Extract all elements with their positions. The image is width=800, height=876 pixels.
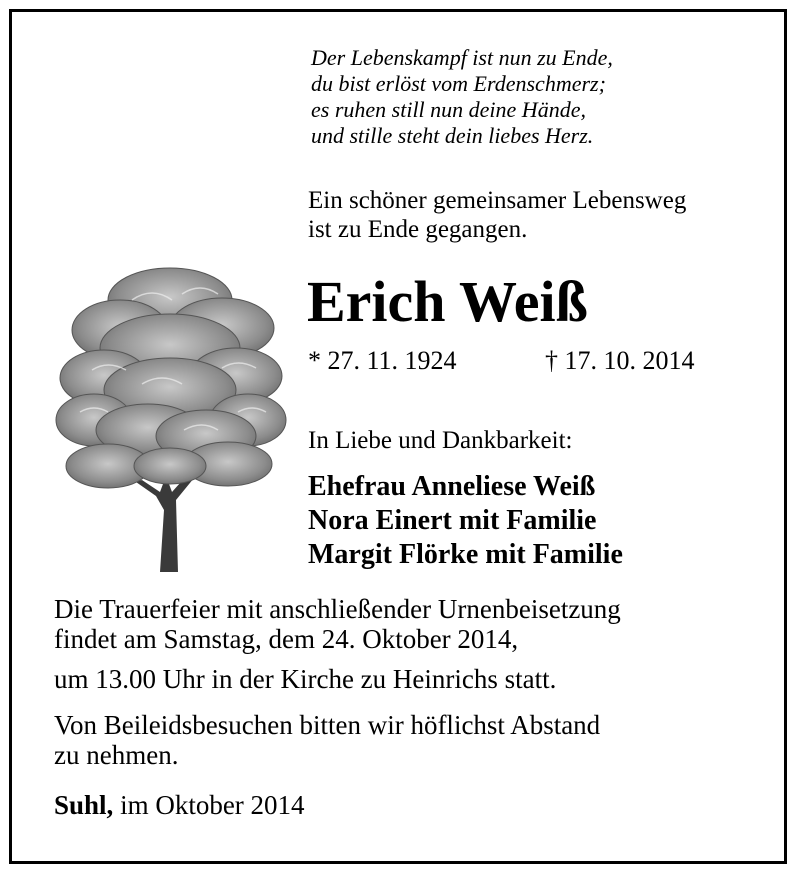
mourner-name: Margit Flörke mit Familie <box>308 539 623 570</box>
ceremony-line: findet am Samstag, dem 24. Oktober 2014, <box>54 624 519 654</box>
birth-date: * 27. 11. 1924 <box>308 346 457 375</box>
condolence-line: zu nehmen. <box>54 740 179 770</box>
deceased-name: Erich Weiß <box>307 269 588 334</box>
intro-line: Ein schöner gemeinsamer Lebensweg <box>308 187 687 214</box>
poem-line: Der Lebenskampf ist nun zu Ende, <box>311 45 613 70</box>
death-date: † 17. 10. 2014 <box>545 346 695 375</box>
intro-text <box>308 186 686 244</box>
poem-line: es ruhen still nun deine Hände, <box>311 97 586 122</box>
ceremony-line: Die Trauerfeier mit anschließender Urnenbeisetzung <box>54 594 621 624</box>
tree-icon <box>52 260 288 572</box>
poem-line: du bist erlöst vom Erdenschmerz; <box>311 71 606 96</box>
mourner-name: Ehefrau Anneliese Weiß <box>308 471 596 502</box>
condolence-line: Von Beileidsbesuchen bitten wir höflichst Abstand <box>54 710 601 740</box>
date: im Oktober 2014 <box>113 790 305 820</box>
place: Suhl, <box>54 790 114 820</box>
poem-line: und stille steht dein liebes Herz. <box>311 123 594 148</box>
mourner-name: Nora Einert mit Familie <box>308 505 597 536</box>
intro-line: ist zu Ende gegangen. <box>308 216 528 243</box>
thanks-text: In Liebe und Dankbarkeit: <box>308 427 573 454</box>
poem <box>311 45 613 149</box>
ceremony-line: um 13.00 Uhr in der Kirche zu Heinrichs statt. <box>54 664 557 694</box>
place-date <box>54 790 305 820</box>
